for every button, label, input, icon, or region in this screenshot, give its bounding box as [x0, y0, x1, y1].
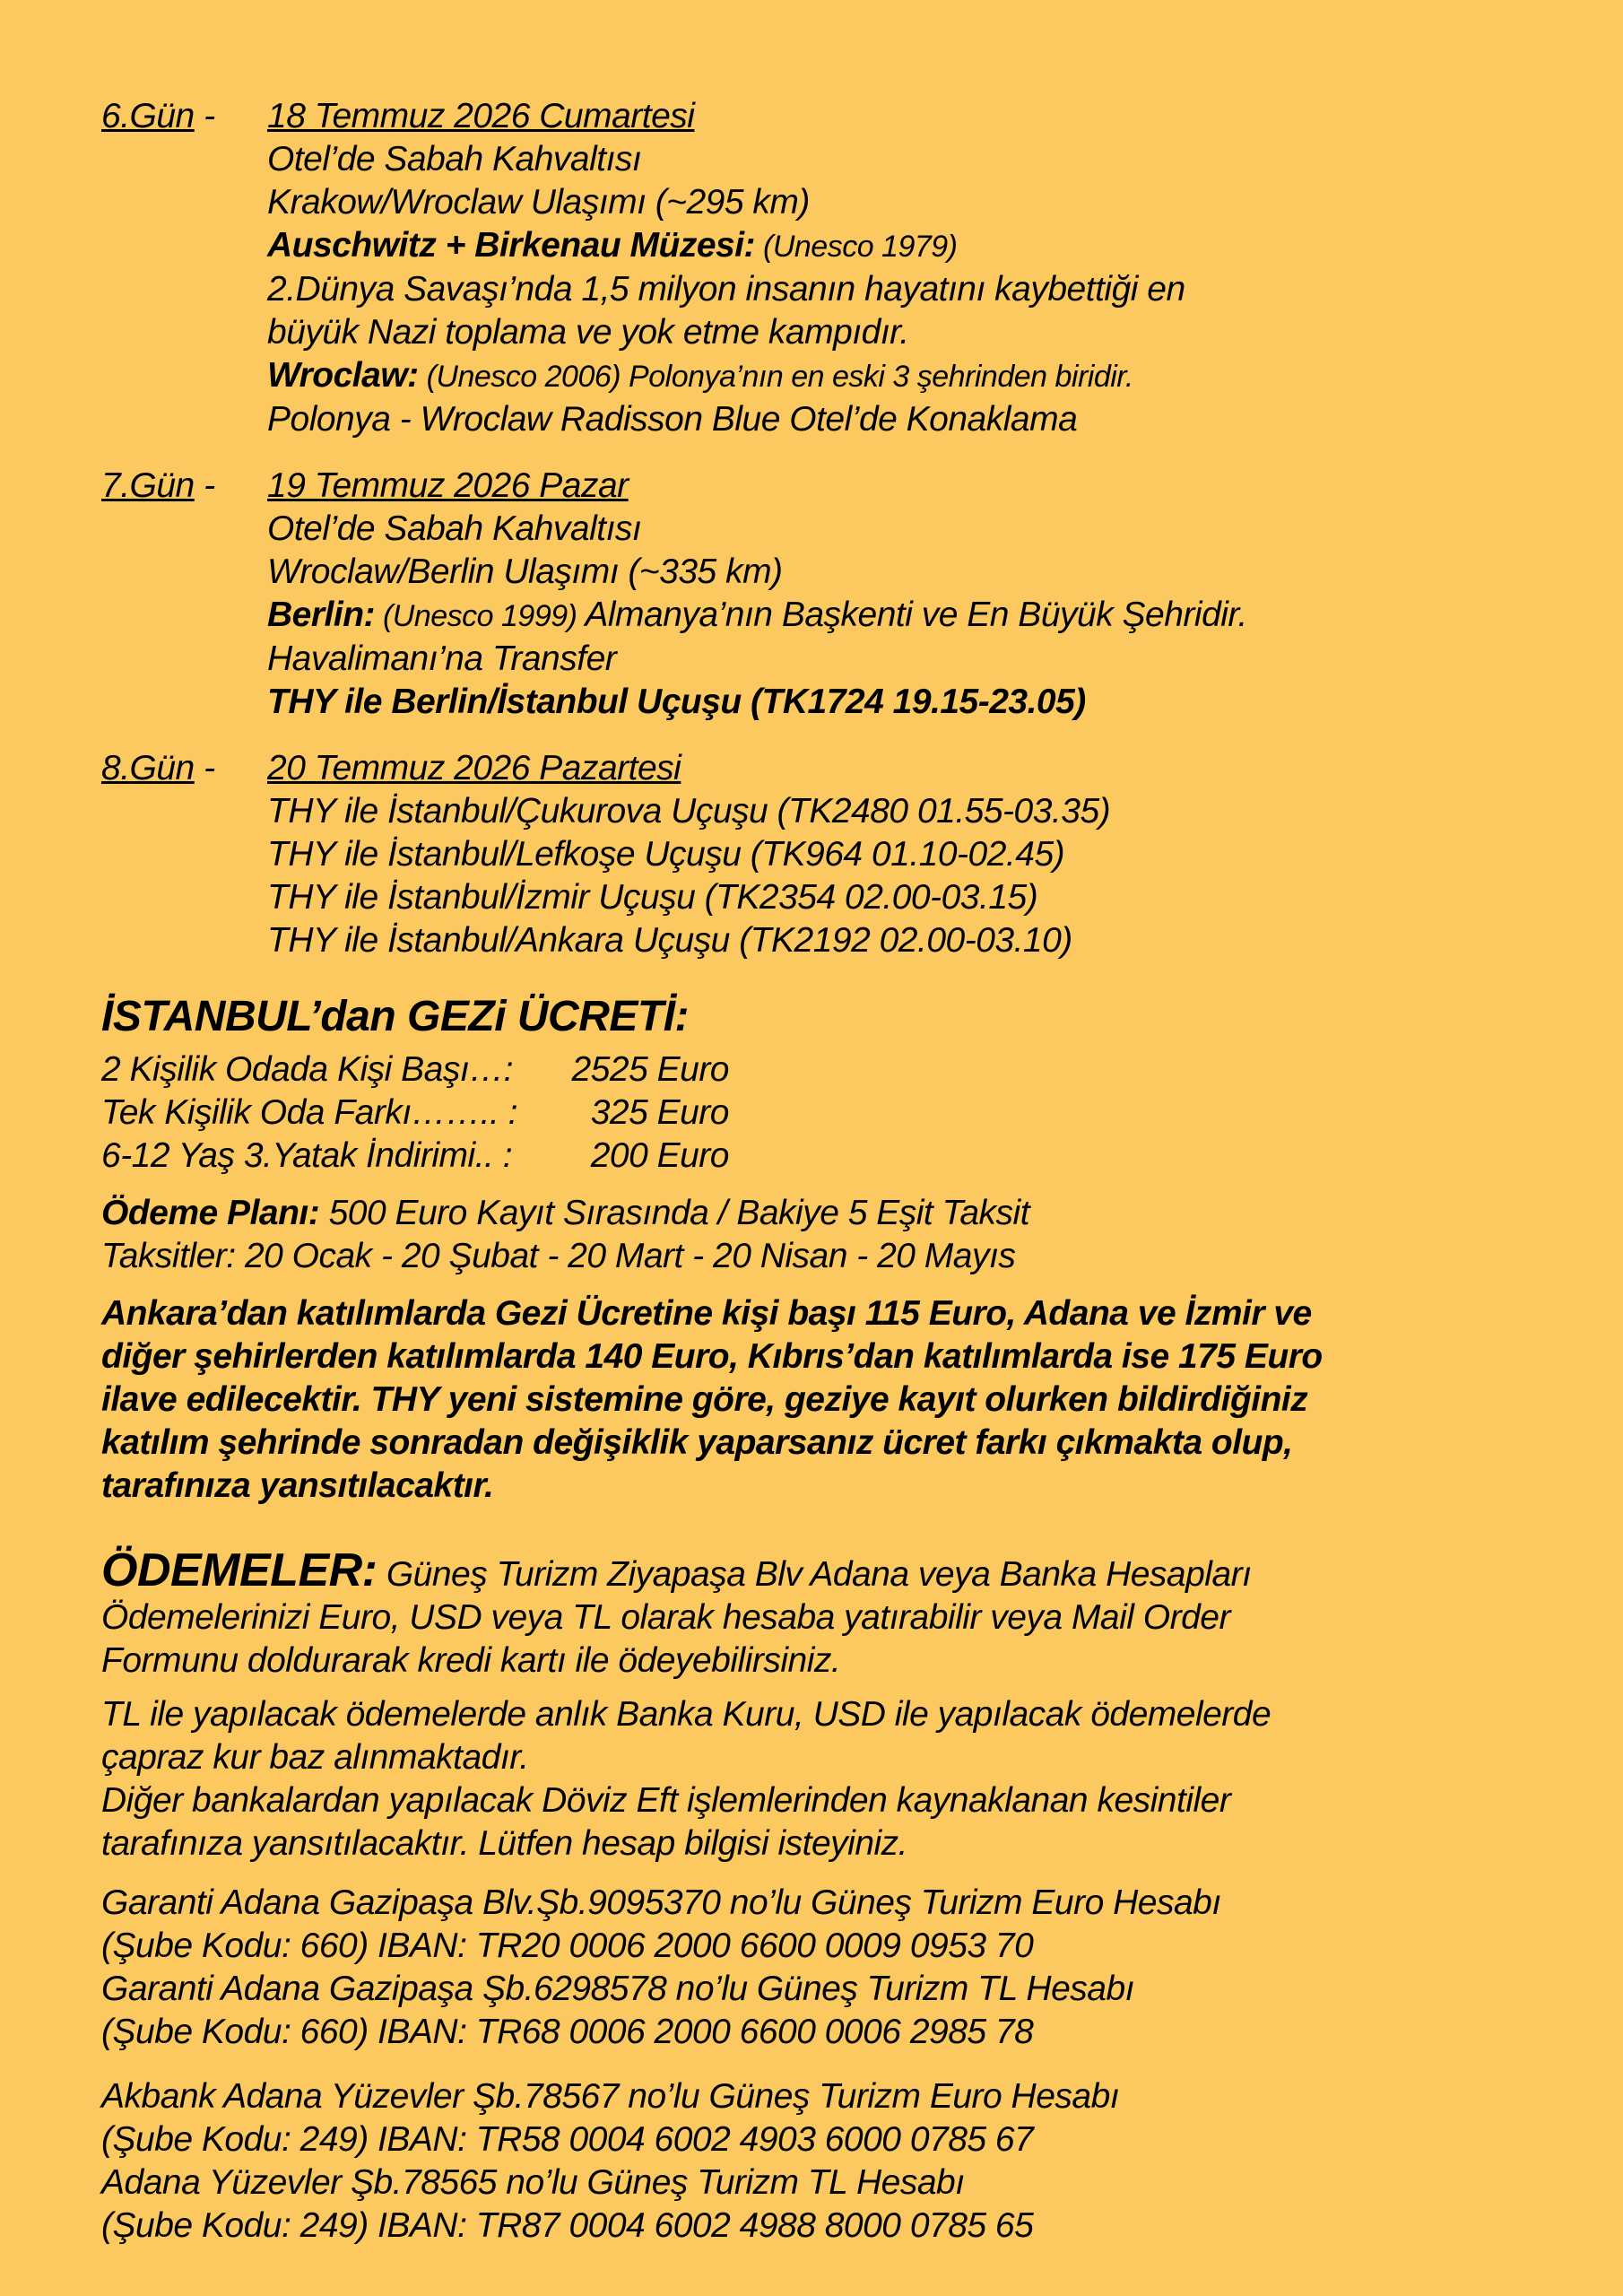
price-value: 200 Euro	[590, 1136, 729, 1175]
surcharge-note: Ankara’dan katılımlarda Gezi Ücretine kişi başı 115 Euro, Adana ve İzmir ve diğer şehirlerden katılımlarda 140 Euro, Kıbrıs’dan katılımlarda ise 175 Euro ilave edilecektir. THY yeni sistemine göre, geziye kayıt olurken bildirdiğiniz katılım şehrinde sonradan değişiklik yaparsanız ücret farkı çıkmakta olup, tarafınıza yansıtılacaktır.	[101, 1294, 1323, 1505]
price-table	[101, 1048, 1569, 1178]
text-segment: Auschwitz + Birkenau Müzesi:	[267, 226, 756, 265]
day-lines	[267, 790, 1569, 962]
day-label: 8.Gün	[101, 749, 195, 787]
price-label: 2 Kişilik Odada Kişi Başı…:	[101, 1050, 514, 1089]
day-line	[267, 398, 1569, 441]
text-segment: Wroclaw:	[267, 356, 419, 395]
bank-line: Garanti Adana Gazipaşa Şb.6298578 no’lu Güneş Turizm TL Hesabı	[101, 1970, 1134, 2008]
payments-intro: Güneş Turizm Ziyapaşa Blv Adana veya Banka Hesapları Ödemelerinizi Euro, USD veya TL olarak hesaba yatırabilir veya Mail Order Formunu doldurarak kredi kartı ile ödeyebilirsiniz.	[101, 1555, 1252, 1680]
exchange-note: TL ile yapılacak ödemelerde anlık Banka Kuru, USD ile yapılacak ödemelerde çapraz kur baz alınmaktadır. Diğer bankalardan yapılacak Döviz Eft işlemlerinden kaynaklanan kesintiler tarafınıza yansıtılacaktır. Lütfen hesap bilgisi isteyiniz.	[101, 1695, 1271, 1863]
payment-plan-line	[101, 1192, 1569, 1235]
day-date: 18 Temmuz 2026 Cumartesi	[267, 97, 695, 135]
bank-group	[101, 2075, 1569, 2248]
day-line	[267, 311, 1569, 354]
day-lines	[267, 138, 1569, 441]
text-segment: Otel’de Sabah Kahvaltısı	[267, 509, 642, 548]
day-header	[101, 747, 1569, 790]
itinerary-days	[101, 95, 1569, 962]
day-line	[267, 638, 1569, 681]
day-label: 7.Gün	[101, 466, 195, 505]
day-lines	[267, 508, 1569, 724]
bank-line: Akbank Adana Yüzevler Şb.78567 no’lu Güneş Turizm Euro Hesabı	[101, 2077, 1120, 2116]
price-row	[101, 1135, 729, 1178]
price-label: 6-12 Yaş 3.Yatak İndirimi.. :	[101, 1136, 513, 1175]
day-label: 6.Gün	[101, 97, 195, 135]
installments-line: Taksitler: 20 Ocak - 20 Şubat - 20 Mart - 20 Nisan - 20 Mayıs	[101, 1237, 1016, 1275]
text-segment: THY ile Berlin/İstanbul Uçuşu (TK1724 19.15-23.05)	[267, 683, 1086, 721]
bank-line: Adana Yüzevler Şb.78565 no’lu Güneş Turizm TL Hesabı	[101, 2163, 965, 2202]
price-value: 325 Euro	[590, 1093, 729, 1132]
payment-plan	[101, 1192, 1569, 1278]
bank-line: (Şube Kodu: 249) IBAN: TR58 0004 6002 4903 6000 0785 67	[101, 2120, 1034, 2159]
day-line	[267, 594, 1569, 638]
text-segment: (Unesco 1999)	[375, 599, 577, 633]
day-line	[267, 138, 1569, 181]
day-line	[267, 833, 1569, 876]
bank-line: (Şube Kodu: 660) IBAN: TR20 0006 2000 6600 0009 0953 70	[101, 1926, 1034, 1965]
day-line	[267, 681, 1569, 724]
bank-accounts	[101, 1882, 1569, 2248]
day-line	[267, 268, 1569, 311]
day-line	[267, 876, 1569, 919]
text-segment: Wroclaw/Berlin Ulaşımı (~335 km)	[267, 552, 783, 591]
text-segment: Berlin:	[267, 596, 376, 634]
day-section	[101, 465, 1569, 724]
price-row	[101, 1091, 729, 1135]
text-segment: Otel’de Sabah Kahvaltısı	[267, 140, 642, 178]
price-value: 2525 Euro	[571, 1050, 729, 1089]
day-line	[267, 551, 1569, 594]
day-label-box: 8.Gün -	[101, 749, 215, 787]
day-line	[267, 508, 1569, 551]
day-label-box: 6.Gün -	[101, 97, 215, 135]
price-label: Tek Kişilik Oda Farkı…….. :	[101, 1093, 518, 1132]
day-line	[267, 919, 1569, 962]
day-section	[101, 747, 1569, 962]
text-segment: Almanya’nın Başkenti ve En Büyük Şehridir.	[577, 596, 1247, 634]
bank-line: (Şube Kodu: 660) IBAN: TR68 0006 2000 6600 0006 2985 78	[101, 2013, 1034, 2051]
day-label-box: 7.Gün -	[101, 466, 215, 505]
price-title: İSTANBUL’dan GEZi ÜCRETİ:	[101, 993, 690, 1040]
text-segment: THY ile İstanbul/Lefkoşe Uçuşu (TK964 01.10-02.45)	[267, 835, 1065, 874]
day-header	[101, 95, 1569, 138]
text-segment: Havalimanı’na Transfer	[267, 639, 617, 678]
payments-section	[101, 1544, 1569, 1683]
day-line	[267, 181, 1569, 224]
text-segment: Polonya - Wroclaw Radisson Blue Otel’de Konaklama	[267, 400, 1078, 439]
text-segment: Krakow/Wroclaw Ulaşımı (~295 km)	[267, 183, 810, 222]
text-segment: (Unesco 2006) Polonya’nın en eski 3 şehrinden biridir.	[418, 360, 1133, 394]
day-line	[267, 354, 1569, 398]
payments-lead: ÖDEMELER:	[101, 1544, 378, 1596]
text-segment: (Unesco 1979)	[755, 230, 958, 264]
day-date: 20 Temmuz 2026 Pazartesi	[267, 749, 681, 787]
day-date: 19 Temmuz 2026 Pazar	[267, 466, 629, 505]
text-segment: büyük Nazi toplama ve yok etme kampıdır.	[267, 313, 909, 352]
text-segment: THY ile İstanbul/Ankara Uçuşu (TK2192 02.00-03.10)	[267, 921, 1072, 960]
price-row	[101, 1048, 729, 1091]
text-segment: THY ile İstanbul/İzmir Uçuşu (TK2354 02.00-03.15)	[267, 878, 1038, 917]
day-line	[267, 224, 1569, 268]
text-segment: 2.Dünya Savaşı’nda 1,5 milyon insanın hayatını kaybettiği en	[267, 270, 1185, 309]
bank-group	[101, 1882, 1569, 2054]
bank-line: (Şube Kodu: 249) IBAN: TR87 0004 6002 4988 8000 0785 65	[101, 2206, 1034, 2245]
payment-plan-rest: 500 Euro Kayıt Sırasında / Bakiye 5 Eşit Taksit	[319, 1194, 1030, 1232]
day-line	[267, 790, 1569, 833]
day-header	[101, 465, 1569, 508]
bank-line: Garanti Adana Gazipaşa Blv.Şb.9095370 no’lu Güneş Turizm Euro Hesabı	[101, 1883, 1221, 1922]
day-section	[101, 95, 1569, 441]
text-segment: THY ile İstanbul/Çukurova Uçuşu (TK2480 01.55-03.35)	[267, 792, 1111, 831]
payment-plan-lead: Ödeme Planı:	[101, 1194, 320, 1232]
